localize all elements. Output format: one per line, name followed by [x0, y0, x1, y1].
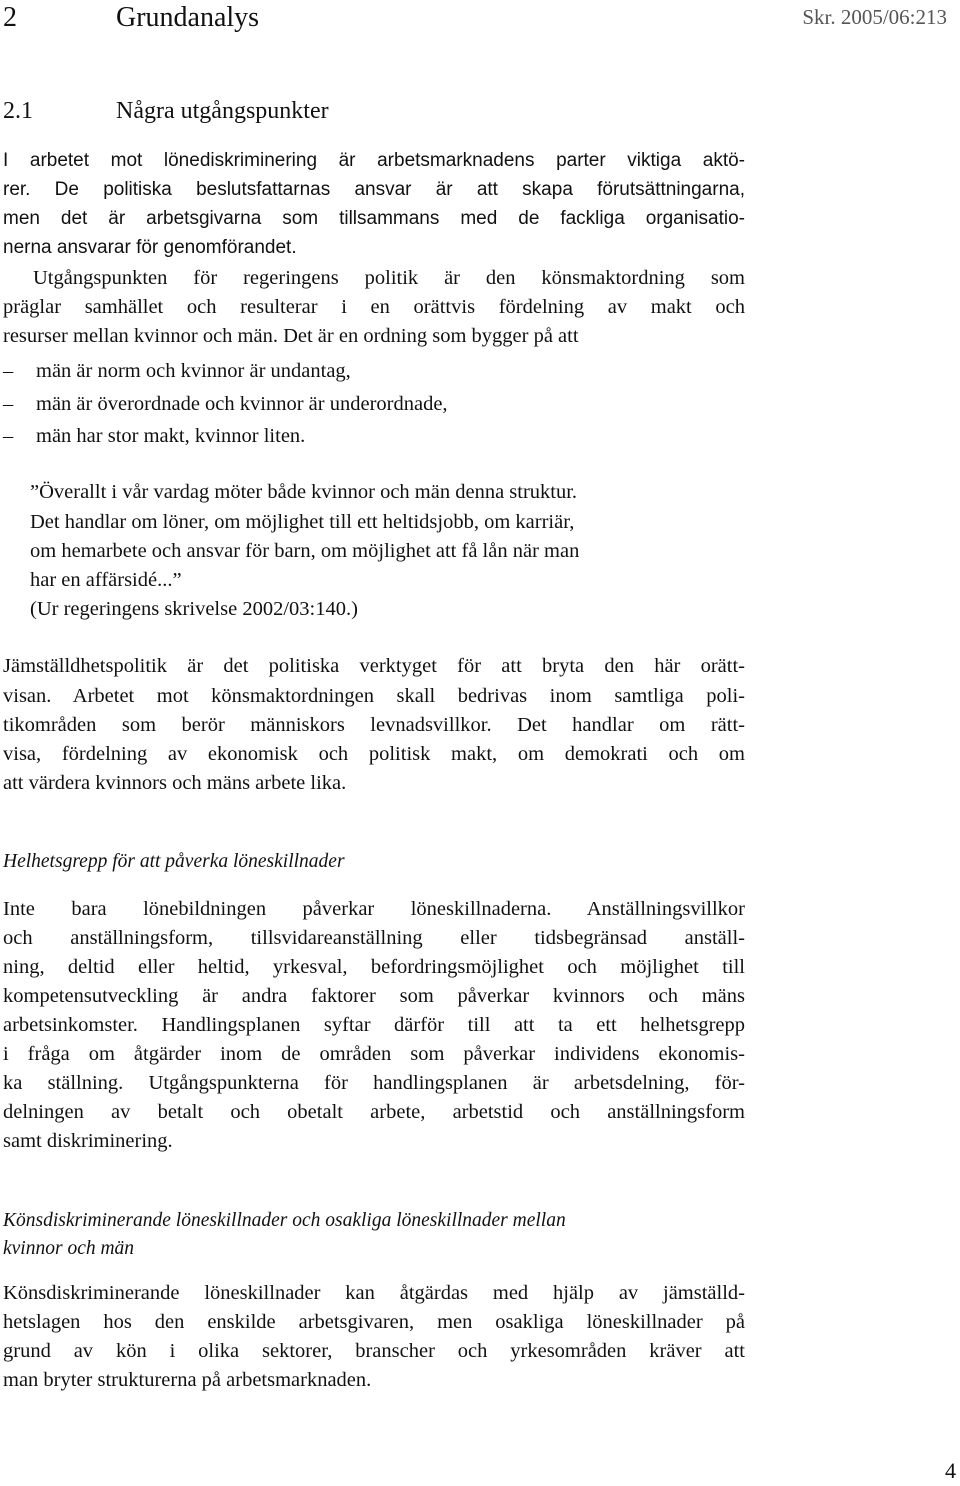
paragraph-line: i fråga om åtgärder inom de områden som påverkar individens ekonomis-	[3, 1043, 745, 1065]
quote-line: Det handlar om löner, om möjlighet till ett heltidsjobb, om karriär,	[30, 511, 575, 533]
section-number: 2.1	[3, 98, 33, 124]
paragraph-line: samt diskriminering.	[3, 1130, 173, 1152]
chapter-number: 2	[3, 2, 17, 33]
dash-bullet: –	[3, 425, 14, 447]
subheading-helhetsgrepp: Helhetsgrepp för att påverka löneskillnader	[3, 851, 345, 872]
paragraph-line: resurser mellan kvinnor och män. Det är en ordning som bygger på att	[3, 325, 579, 347]
list-item-text: män har stor makt, kvinnor liten.	[36, 425, 306, 447]
quote-line: har en affärsidé...”	[30, 569, 182, 591]
paragraph-line: nerna ansvarar för genomförandet.	[3, 237, 297, 258]
chapter-title: Grundanalys	[116, 2, 260, 33]
paragraph-line: Utgångspunkten för regeringens politik är den könsmaktordning som	[33, 267, 745, 289]
paragraph-line: arbetsinkomster. Handlingsplanen syftar därför till att ta ett helhetsgrepp	[3, 1014, 745, 1036]
quote-line: om hemarbete och ansvar för barn, om möjlighet att få lån när man	[30, 540, 580, 562]
paragraph-line: Inte bara lönebildningen påverkar löneskillnaderna. Anställningsvillkor	[3, 898, 745, 920]
subheading-line: Könsdiskriminerande löneskillnader och osakliga löneskillnader mellan	[3, 1210, 566, 1231]
paragraph-line: präglar samhället och resulterar i en orättvis fördelning av makt och	[3, 296, 745, 318]
quote-citation: (Ur regeringens skrivelse 2002/03:140.)	[30, 598, 358, 620]
section-title: Några utgångspunkter	[116, 98, 329, 124]
paragraph-line: I arbetet mot lönediskriminering är arbetsmarknadens parter viktiga aktö-	[3, 150, 745, 171]
paragraph-line: ning, deltid eller heltid, yrkesval, befordringsmöjlighet och möjlighet till	[3, 956, 745, 978]
paragraph-line: och anställningsform, tillsvidareanställning eller tidsbegränsad anställ-	[3, 927, 745, 949]
paragraph-line: grund av kön i olika sektorer, branscher och yrkesområden kräver att	[3, 1340, 745, 1362]
paragraph-line: rer. De politiska beslutsfattarnas ansvar är att skapa förutsättningarna,	[3, 179, 745, 200]
document-reference: Skr. 2005/06:213	[802, 5, 947, 29]
paragraph-line: visan. Arbetet mot könsmaktordningen skall bedrivas inom samtliga poli-	[3, 685, 745, 707]
paragraph-line: ka ställning. Utgångspunkterna för handlingsplanen är arbetsdelning, för-	[3, 1072, 745, 1094]
paragraph-line: hetslagen hos den enskilde arbetsgivaren, men osakliga löneskillnader på	[3, 1311, 745, 1333]
paragraph-line: att värdera kvinnors och mäns arbete lika.	[3, 772, 347, 794]
page-number: 4	[945, 1458, 956, 1483]
paragraph-line: Jämställdhetspolitik är det politiska verktyget för att bryta den här orätt-	[3, 655, 745, 677]
list-item-text: män är överordnade och kvinnor är underordnade,	[36, 393, 448, 415]
paragraph-line: visa, fördelning av ekonomisk och politisk makt, om demokrati och om	[3, 743, 745, 765]
paragraph-line: men det är arbetsgivarna som tillsammans med de fackliga organisatio-	[3, 208, 745, 229]
subheading-line: kvinnor och män	[3, 1238, 135, 1259]
dash-bullet: –	[3, 393, 14, 415]
paragraph-line: man bryter strukturerna på arbetsmarknaden.	[3, 1369, 372, 1391]
paragraph-line: Könsdiskriminerande löneskillnader kan åtgärdas med hjälp av jämställd-	[3, 1282, 745, 1304]
list-item-text: män är norm och kvinnor är undantag,	[36, 360, 351, 382]
paragraph-line: kompetensutveckling är andra faktorer som påverkar kvinnors och mäns	[3, 985, 745, 1007]
paragraph-line: tikområden som berör människors levnadsvillkor. Det handlar om rätt-	[3, 714, 745, 736]
dash-bullet: –	[3, 360, 14, 382]
paragraph-line: delningen av betalt och obetalt arbete, arbetstid och anställningsform	[3, 1101, 745, 1123]
quote-line: ”Överallt i vår vardag möter både kvinnor och män denna struktur.	[30, 481, 578, 503]
